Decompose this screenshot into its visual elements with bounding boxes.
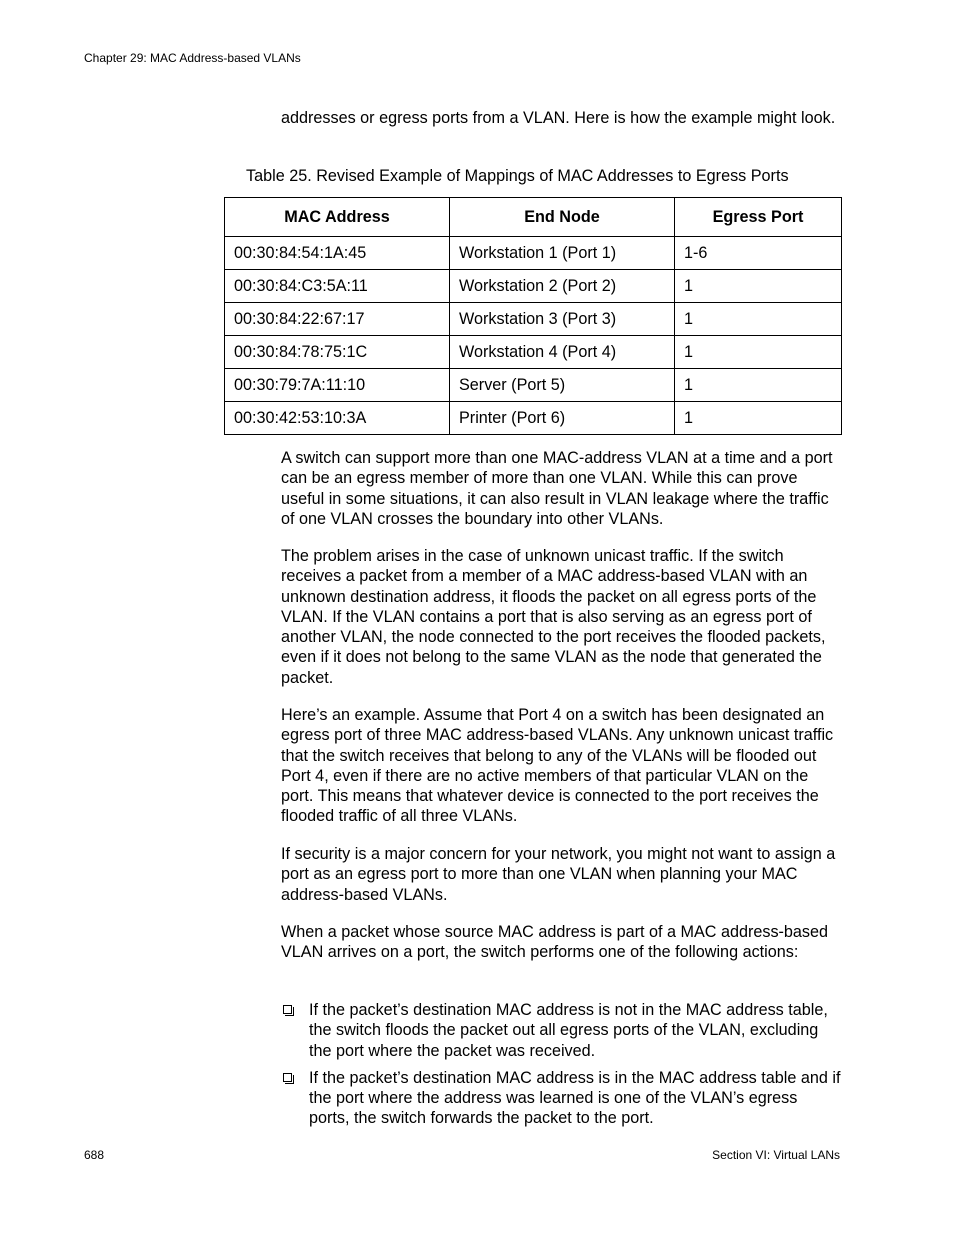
intro-text: addresses or egress ports from a VLAN. Here is how the example might look.: [281, 109, 836, 127]
cell-egress-port: 1: [675, 336, 842, 369]
table-header-row: [225, 198, 842, 237]
paragraph-unknown-unicast: [281, 546, 841, 688]
intro-paragraph: [281, 108, 841, 128]
table-row: [225, 402, 842, 435]
section-footer: Section VI: Virtual LANs: [712, 1148, 840, 1162]
running-header: Chapter 29: MAC Address-based VLANs: [84, 51, 301, 65]
table-caption: Table 25. Revised Example of Mappings of MAC Addresses to Egress Ports: [246, 167, 789, 185]
header-end-node: End Node: [450, 198, 675, 237]
table-row: [225, 237, 842, 270]
cell-end-node: Workstation 1 (Port 1): [450, 237, 675, 270]
cell-end-node: Workstation 3 (Port 3): [450, 303, 675, 336]
paragraph-text: Here’s an example. Assume that Port 4 on a switch has been designated an egress port of three MAC address-based VLANs. Any unknown unicast traffic that the switch receives that belong to any of the VLANs will be flooded out Port 4, even if there are no active members of that particular VLAN on the port. This means that whatever device is connected to the port receives the flooded traffic of all three VLANs.: [281, 706, 834, 826]
actions-bullet-list: [281, 1000, 841, 1136]
cell-mac-address: 00:30:79:7A:11:10: [225, 369, 450, 402]
cell-mac-address: 00:30:84:54:1A:45: [225, 237, 450, 270]
checkbox-bullet-icon: [283, 1073, 292, 1082]
paragraph-text: When a packet whose source MAC address is part of a MAC address-based VLAN arrives on a port, the switch performs one of the following actions:: [281, 923, 829, 962]
cell-mac-address: 00:30:42:53:10:3A: [225, 402, 450, 435]
cell-mac-address: 00:30:84:22:67:17: [225, 303, 450, 336]
paragraph-multi-vlan: [281, 448, 841, 529]
list-item: [281, 1068, 841, 1129]
list-item-text: If the packet’s destination MAC address is in the MAC address table and if the port where the address was learned is one of the VLAN’s egress ports, the switch forwards the packet to the port.: [309, 1068, 841, 1128]
table-row: [225, 303, 842, 336]
list-item: [281, 1000, 841, 1061]
paragraph-text: The problem arises in the case of unknown unicast traffic. If the switch receives a packet from a member of a MAC address-based VLAN with an unknown destination address, it floods the packet on all egress ports of the VLAN. If the VLAN contains a port that is also serving as an egress port of another VLAN, the node connected to the port receives the flooded packets, even if it does not belong to the same VLAN as the node that generated the packet.: [281, 547, 826, 687]
paragraph-text: If security is a major concern for your network, you might not want to assign a port as an egress port to more than one VLAN when planning your MAC address-based VLANs.: [281, 845, 836, 904]
mac-mapping-table: [224, 197, 842, 435]
cell-end-node: Workstation 4 (Port 4): [450, 336, 675, 369]
cell-egress-port: 1: [675, 270, 842, 303]
cell-mac-address: 00:30:84:78:75:1C: [225, 336, 450, 369]
cell-egress-port: 1: [675, 402, 842, 435]
cell-egress-port: 1-6: [675, 237, 842, 270]
header-mac-address: MAC Address: [225, 198, 450, 237]
header-egress-port: Egress Port: [675, 198, 842, 237]
cell-mac-address: 00:30:84:C3:5A:11: [225, 270, 450, 303]
page-number: 688: [84, 1148, 105, 1162]
paragraph-actions-intro: [281, 922, 841, 963]
paragraph-security: [281, 844, 841, 905]
paragraph-text: A switch can support more than one MAC-address VLAN at a time and a port can be an egress member of more than one VLAN. While this can prove useful in some situations, it can also result in VLAN leakage where the traffic of one VLAN crosses the boundary into other VLANs.: [281, 449, 833, 528]
checkbox-bullet-icon: [283, 1005, 292, 1014]
table-row: [225, 369, 842, 402]
cell-egress-port: 1: [675, 369, 842, 402]
list-item-text: If the packet’s destination MAC address is not in the MAC address table, the switch floods the packet out all egress ports of the VLAN, excluding the port where the packet was received.: [309, 1001, 828, 1060]
cell-end-node: Printer (Port 6): [450, 402, 675, 435]
paragraph-example: [281, 705, 841, 827]
cell-egress-port: 1: [675, 303, 842, 336]
cell-end-node: Server (Port 5): [450, 369, 675, 402]
table-row: [225, 270, 842, 303]
cell-end-node: Workstation 2 (Port 2): [450, 270, 675, 303]
table-row: [225, 336, 842, 369]
